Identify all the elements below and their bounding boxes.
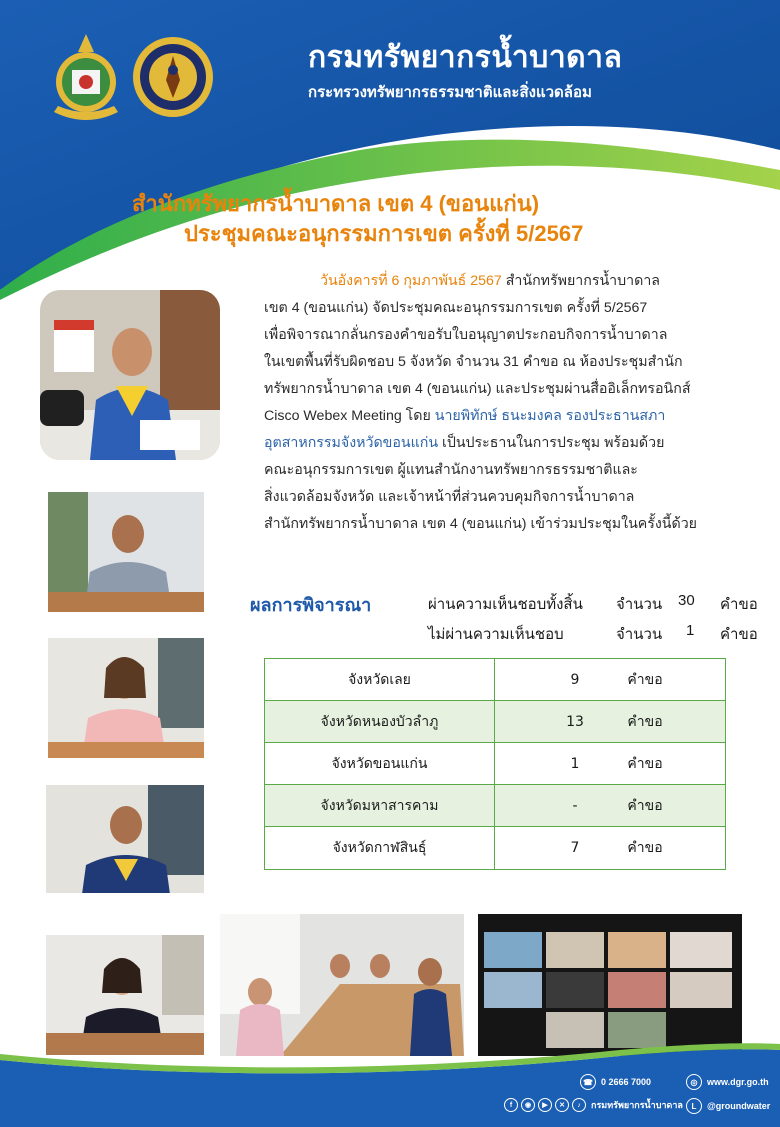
result-rejected-unit: คำขอ bbox=[720, 626, 758, 643]
line-app-icon: L bbox=[686, 1098, 702, 1114]
table-row bbox=[265, 827, 725, 869]
body-line-8: คณะอนุกรรมการเขต ผู้แทนสำนักงานทรัพยากรธรรมชาติและ bbox=[264, 462, 638, 478]
ministry-emblem-logo bbox=[44, 32, 128, 124]
footer-line-id: @groundwater bbox=[707, 1101, 771, 1111]
footer-phone[interactable] bbox=[580, 1074, 651, 1090]
photo-participant-4 bbox=[46, 935, 204, 1055]
province-unit: คำขอ bbox=[627, 797, 663, 814]
result-rejected-text: ไม่ผ่านความเห็นชอบ bbox=[428, 626, 564, 643]
headline-office: สำนักทรัพยากรน้ำบาดาล เขต 4 (ขอนแก่น) bbox=[132, 191, 540, 216]
result-rejected-count: 1 bbox=[686, 622, 695, 639]
result-rejected-count-label: จำนวน bbox=[616, 626, 663, 643]
province-count: 1 bbox=[570, 755, 580, 772]
tiktok-icon[interactable]: ♪ bbox=[572, 1098, 586, 1112]
body-line-3: เพื่อพิจารณากลั่นกรองคำขอรับใบอนุญาตประกอบกิจการน้ำบาดาล bbox=[264, 327, 668, 343]
body-line-7: เป็นประธานในการประชุม พร้อมด้วย bbox=[438, 435, 665, 451]
footer-phone-number: 0 2666 7000 bbox=[601, 1077, 652, 1087]
province-name: จังหวัดหนองบัวลำภู bbox=[265, 701, 495, 742]
photo-meeting-room bbox=[220, 914, 464, 1056]
instagram-icon[interactable]: ◉ bbox=[521, 1098, 535, 1112]
province-name: จังหวัดขอนแก่น bbox=[265, 743, 495, 784]
table-row bbox=[265, 785, 725, 827]
body-line-2: เขต 4 (ขอนแก่น) จัดประชุมคณะอนุกรรมการเขต ครั้งที่ 5/2567 bbox=[264, 300, 648, 316]
province-unit: คำขอ bbox=[627, 840, 663, 856]
province-name: จังหวัดกาฬสินธุ์ bbox=[265, 827, 495, 869]
body-line-10: สำนักทรัพยากรน้ำบาดาล เขต 4 (ขอนแก่น) เข้าร่วมประชุมในครั้งนี้ด้วย bbox=[264, 516, 697, 532]
province-name: จังหวัดเลย bbox=[265, 659, 495, 700]
footer-line[interactable] bbox=[686, 1098, 770, 1114]
youtube-icon[interactable]: ▶ bbox=[538, 1098, 552, 1112]
dgr-department-seal-logo bbox=[132, 36, 214, 118]
article-body bbox=[264, 268, 734, 538]
body-line-5: ทรัพยากรน้ำบาดาล เขต 4 (ขอนแก่น) และประชุมผ่านสื่ออิเล็กทรอนิกส์ bbox=[264, 381, 691, 397]
body-line-9: สิ่งแวดล้อมจังหวัด และเจ้าหน้าที่ส่วนควบคุมกิจการน้ำบาดาล bbox=[264, 489, 635, 505]
meeting-date: วันอังคารที่ 6 กุมภาพันธ์ 2567 bbox=[320, 273, 502, 289]
table-row bbox=[265, 701, 725, 743]
photo-participant-2 bbox=[48, 638, 204, 758]
chairman-organization: อุตสาหกรรมจังหวัดขอนแก่น bbox=[264, 435, 439, 451]
phone-icon: ☎ bbox=[580, 1074, 596, 1090]
footer-background bbox=[0, 1040, 780, 1127]
photo-participant-1 bbox=[48, 492, 204, 612]
province-unit: คำขอ bbox=[627, 713, 663, 730]
footer-social-name: กรมทรัพยากรน้ำบาดาล bbox=[591, 1100, 683, 1110]
footer-website[interactable] bbox=[686, 1074, 769, 1090]
globe-icon: ◎ bbox=[686, 1074, 702, 1090]
province-count: 13 bbox=[566, 713, 584, 730]
headline-meeting: ประชุมคณะอนุกรรมการเขต ครั้งที่ 5/2567 bbox=[184, 221, 584, 246]
photo-chairman bbox=[32, 282, 228, 468]
footer-social[interactable] bbox=[504, 1098, 683, 1112]
province-name: จังหวัดมหาสารคาม bbox=[265, 785, 495, 826]
body-line-4: ในเขตพื้นที่รับผิดชอบ 5 จังหวัด จำนวน 31 คำขอ ณ ห้องประชุมสำนัก bbox=[264, 354, 683, 370]
photo-participant-3 bbox=[46, 785, 204, 909]
body-line-1: สำนักทรัพยากรน้ำบาดาล bbox=[501, 273, 660, 289]
province-table bbox=[264, 658, 726, 870]
chairman-name: นายพิทักษ์ ธนะมงคล รองประธานสภา bbox=[434, 408, 666, 424]
body-line-6: Cisco Webex Meeting โดย bbox=[264, 408, 435, 424]
province-count: 9 bbox=[570, 671, 580, 688]
province-unit: คำขอ bbox=[627, 755, 663, 772]
footer-website-url: www.dgr.go.th bbox=[707, 1077, 769, 1087]
ministry-name-subtitle: กระทรวงทรัพยากรธรรมชาติและสิ่งแวดล้อม bbox=[308, 84, 592, 101]
table-row bbox=[265, 743, 725, 785]
result-approved-count: 30 bbox=[678, 592, 695, 609]
province-count: 7 bbox=[570, 840, 580, 856]
province-unit: คำขอ bbox=[627, 671, 663, 688]
result-approved-text: ผ่านความเห็นชอบทั้งสิ้น bbox=[428, 596, 583, 613]
results-label: ผลการพิจารณา bbox=[250, 595, 372, 615]
province-count: - bbox=[572, 797, 578, 814]
facebook-icon[interactable]: f bbox=[504, 1098, 518, 1112]
result-approved-count-label: จำนวน bbox=[616, 596, 663, 613]
result-approved-unit: คำขอ bbox=[720, 596, 758, 613]
x-icon[interactable]: ✕ bbox=[555, 1098, 569, 1112]
department-name-title: กรมทรัพยากรน้ำบาดาล bbox=[308, 41, 623, 74]
photo-online-meeting-screen bbox=[478, 914, 742, 1056]
table-row bbox=[265, 659, 725, 701]
